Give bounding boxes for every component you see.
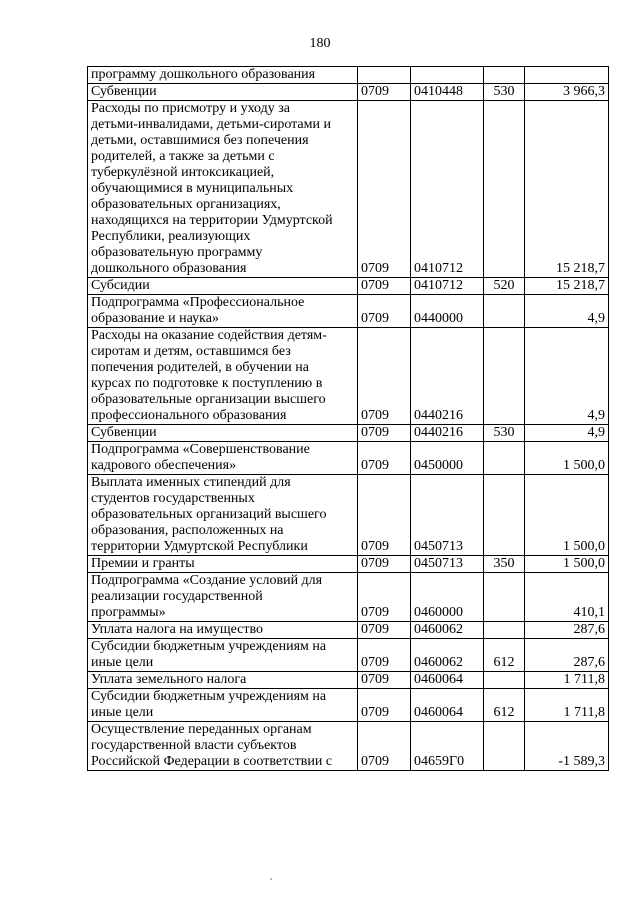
section-code-cell: 0709 [358, 573, 411, 622]
row-name-cell: Субсидии [88, 278, 358, 295]
section-code-cell: 0709 [358, 278, 411, 295]
target-code-cell: 0410712 [411, 101, 484, 278]
row-name-cell: Расходы по присмотру и уходу за детьми-инвалидами, детьми-сиротами и детьми, оставшимися без попечения родителей, а также за детьми с туберкулёзной интоксикацией, обучающимися в муниципальных образовательных организациях, находящихся на территории Удмуртской Республики, реализующих образовательную программу дошкольного образования [88, 101, 358, 278]
table-row [88, 84, 609, 101]
amount-cell: 287,6 [525, 622, 609, 639]
expense-type-cell [484, 475, 525, 556]
expense-type-cell: 612 [484, 639, 525, 672]
scan-speck [270, 878, 272, 880]
row-name-cell: Подпрограмма «Создание условий для реализации государственной программы» [88, 573, 358, 622]
amount-cell: 1 500,0 [525, 442, 609, 475]
section-code-cell: 0709 [358, 295, 411, 328]
table-row [88, 639, 609, 672]
section-code-cell: 0709 [358, 639, 411, 672]
section-code-cell: 0709 [358, 84, 411, 101]
target-code-cell: 0460062 [411, 639, 484, 672]
section-code-cell: 0709 [358, 556, 411, 573]
target-code-cell [411, 67, 484, 84]
amount-cell: 1 500,0 [525, 475, 609, 556]
table-row [88, 622, 609, 639]
target-code-cell: 0460064 [411, 689, 484, 722]
target-code-cell: 0410712 [411, 278, 484, 295]
row-name-cell: Субсидии бюджетным учреждениям на иные цели [88, 639, 358, 672]
target-code-cell: 0450713 [411, 556, 484, 573]
table-row [88, 573, 609, 622]
amount-cell [525, 67, 609, 84]
expense-type-cell: 520 [484, 278, 525, 295]
section-code-cell: 0709 [358, 475, 411, 556]
section-code-cell [358, 67, 411, 84]
expense-type-cell: 530 [484, 425, 525, 442]
expense-type-cell [484, 722, 525, 771]
table-row [88, 689, 609, 722]
target-code-cell: 0440216 [411, 328, 484, 425]
table-row [88, 722, 609, 771]
row-name-cell: Премии и гранты [88, 556, 358, 573]
target-code-cell: 0450000 [411, 442, 484, 475]
amount-cell: 4,9 [525, 295, 609, 328]
amount-cell: -1 589,3 [525, 722, 609, 771]
amount-cell: 1 711,8 [525, 672, 609, 689]
section-code-cell: 0709 [358, 425, 411, 442]
row-name-cell: Подпрограмма «Профессиональное образование и наука» [88, 295, 358, 328]
table-row [88, 672, 609, 689]
amount-cell: 287,6 [525, 639, 609, 672]
row-name-cell: Субвенции [88, 84, 358, 101]
row-name-cell: Уплата земельного налога [88, 672, 358, 689]
section-code-cell: 0709 [358, 101, 411, 278]
row-name-cell: Субсидии бюджетным учреждениям на иные цели [88, 689, 358, 722]
section-code-cell: 0709 [358, 622, 411, 639]
expense-type-cell: 530 [484, 84, 525, 101]
expense-type-cell [484, 295, 525, 328]
section-code-cell: 0709 [358, 722, 411, 771]
row-name-cell: Подпрограмма «Совершенствование кадрового обеспечения» [88, 442, 358, 475]
expense-type-cell [484, 101, 525, 278]
table-row [88, 295, 609, 328]
table-row [88, 442, 609, 475]
table-row [88, 328, 609, 425]
section-code-cell: 0709 [358, 442, 411, 475]
section-code-cell: 0709 [358, 328, 411, 425]
table-row [88, 278, 609, 295]
amount-cell: 15 218,7 [525, 278, 609, 295]
table-row [88, 475, 609, 556]
expense-type-cell [484, 573, 525, 622]
section-code-cell: 0709 [358, 689, 411, 722]
budget-table [87, 66, 609, 771]
amount-cell: 15 218,7 [525, 101, 609, 278]
amount-cell: 410,1 [525, 573, 609, 622]
page-number: 180 [309, 36, 331, 51]
table-row [88, 101, 609, 278]
row-name-cell: Расходы на оказание содействия детям- сиротам и детям, оставшимся без попечения родителей, в обучении на курсах по подготовке к поступлению в образовательные организации высшего профессионального образования [88, 328, 358, 425]
target-code-cell: 0460062 [411, 622, 484, 639]
budget-table-body [88, 67, 609, 771]
target-code-cell: 0440216 [411, 425, 484, 442]
target-code-cell: 04659Г0 [411, 722, 484, 771]
row-name-cell: Выплата именных стипендий для студентов государственных образовательных организаций высшего образования, расположенных на территории Удмуртской Республики [88, 475, 358, 556]
target-code-cell: 0440000 [411, 295, 484, 328]
row-name-cell: программу дошкольного образования [88, 67, 358, 84]
row-name-cell: Осуществление переданных органам государственной власти субъектов Российской Федерации в соответствии с [88, 722, 358, 771]
expense-type-cell [484, 442, 525, 475]
amount-cell: 1 711,8 [525, 689, 609, 722]
target-code-cell: 0410448 [411, 84, 484, 101]
row-name-cell: Субвенции [88, 425, 358, 442]
table-row [88, 425, 609, 442]
expense-type-cell [484, 328, 525, 425]
expense-type-cell: 350 [484, 556, 525, 573]
expense-type-cell [484, 622, 525, 639]
table-row [88, 67, 609, 84]
amount-cell: 4,9 [525, 328, 609, 425]
row-name-cell: Уплата налога на имущество [88, 622, 358, 639]
expense-type-cell: 612 [484, 689, 525, 722]
target-code-cell: 0450713 [411, 475, 484, 556]
amount-cell: 4,9 [525, 425, 609, 442]
target-code-cell: 0460064 [411, 672, 484, 689]
target-code-cell: 0460000 [411, 573, 484, 622]
section-code-cell: 0709 [358, 672, 411, 689]
expense-type-cell [484, 67, 525, 84]
amount-cell: 3 966,3 [525, 84, 609, 101]
amount-cell: 1 500,0 [525, 556, 609, 573]
expense-type-cell [484, 672, 525, 689]
table-row [88, 556, 609, 573]
